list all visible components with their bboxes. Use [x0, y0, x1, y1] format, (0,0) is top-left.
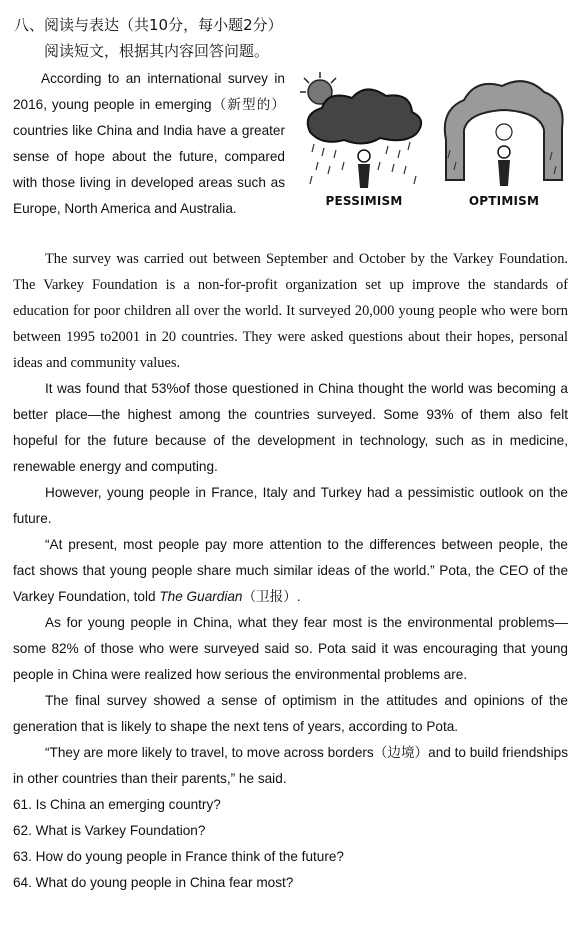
- question-64: 64. What do young people in China fear most?: [13, 875, 294, 890]
- paragraph-5-text: “At present, most people pay more attention to the differences between people, the fact shows that young people share much similar ideas of the world.” Pota, the CEO of the Varkey Foundation, told: [13, 537, 568, 604]
- optimism-cartoon: [440, 70, 568, 208]
- pessimism-label: PESSIMISM: [325, 194, 403, 208]
- question-63: 63. How do young people in France think of the future?: [13, 849, 344, 864]
- paragraph-8: “They are more likely to travel, to move across borders（边境）and to build friendships in other countries than their parents,” he said.: [13, 745, 568, 786]
- paragraph-6: As for young people in China, what they fear most is the environmental problems—some 82% of those who were surveyed said so. Pota said it was encouraging that young people in China were realized how serious the environmental problems are.: [13, 615, 568, 682]
- optimism-label: OPTIMISM: [468, 194, 540, 208]
- question-62: 62. What is Varkey Foundation?: [13, 823, 206, 838]
- optimism-cloud-icon: [440, 70, 568, 192]
- paragraph-3: It was found that 53%of those questioned in China thought the world was becoming a better place—the highest among the countries surveyed. Some 93% of them also felt hopeful for the future because of the development in technology, such as in medicine, renewable energy and computing.: [13, 381, 568, 474]
- paragraph-2: The survey was carried out between September and October by the Varkey Foundation. The Varkey Foundation is a non-for-profit organization set up improve the standards of education for poor children all over the world. It surveyed 20,000 young people who were born between 1995 to2001 in 20 countries. They were asked questions about their hopes, personal ideas and community values.: [13, 251, 568, 371]
- question-list: [13, 792, 568, 896]
- passage-body: [13, 246, 568, 896]
- pessimism-cartoon: [300, 70, 428, 208]
- pessimism-cloud-rain-icon: [300, 70, 428, 192]
- newspaper-gloss: （卫报）.: [242, 589, 301, 604]
- question-61: 61. Is China an emerging country?: [13, 797, 221, 812]
- pessimism-optimism-illustration: [300, 70, 570, 210]
- newspaper-name: The Guardian: [159, 589, 243, 604]
- paragraph-7: The final survey showed a sense of optimism in the attitudes and opinions of the generation that is likely to shape the next tens of years, according to Pota.: [13, 693, 568, 734]
- section-instruction: 阅读短文，根据其内容回答问题。: [44, 42, 270, 60]
- paragraph-5: [13, 532, 568, 610]
- paragraph-4: However, young people in France, Italy and Turkey had a pessimistic outlook on the future.: [13, 485, 568, 526]
- paragraph-1: According to an international survey in 2016, young people in emerging（新型的）countries like China and India have a greater sense of hope about the future, compared with those living in developed areas such as Europe, North America and Australia.: [13, 71, 285, 216]
- section-title: 八、阅读与表达（共10分，每小题2分）: [14, 16, 283, 34]
